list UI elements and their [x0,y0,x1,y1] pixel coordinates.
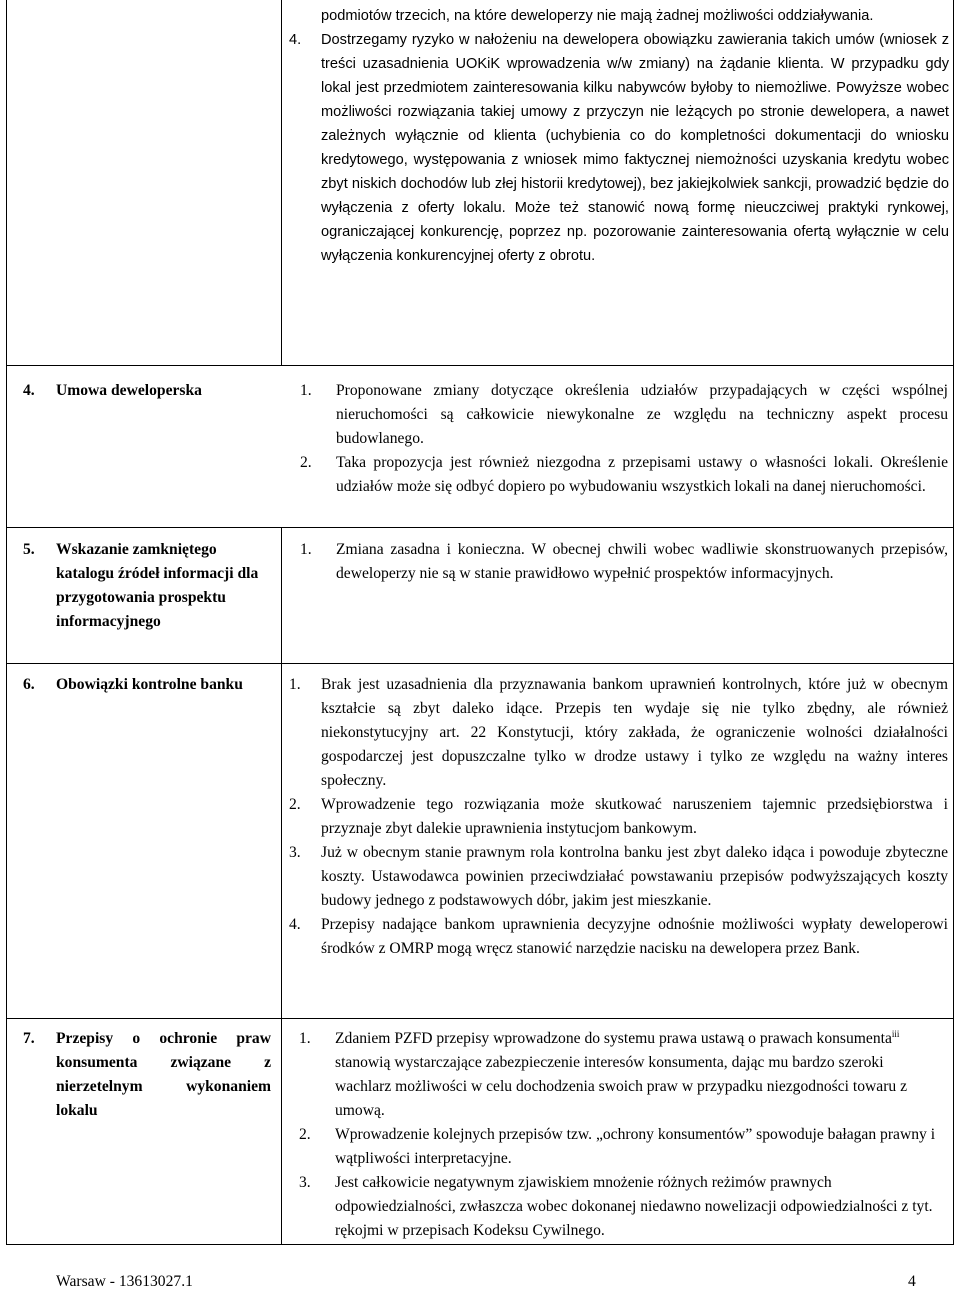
list-item [300,451,948,499]
continuation-line: podmiotów trzecich, na które deweloperzy nie mają żadnej możliwości oddziaływania. [321,8,874,24]
column-divider-upper [281,0,282,365]
list-item-text: Proponowane zmiany dotyczące określenia udziałów przypadających w części wspólnej nieruchomości są całkowicie niewykonalne ze względu na techniczny aspekt procesu budowlanego. [336,382,948,447]
continuation-block [289,4,949,268]
list-item [299,1123,940,1171]
list-item-text: Zmiana zasadna i konieczna. W obecnej chwili wobec wadliwie skonstruowanych przepisów, deweloperzy nie są w stanie prawidłowo wypełnić prospektów informacyjnych. [336,541,948,582]
list-item [289,673,948,793]
column-divider-lower [281,527,282,1245]
row-number: 4. [23,382,35,399]
table-border-bottom [6,1244,954,1245]
row-divider [6,365,954,366]
row-content [299,1027,940,1243]
row-content [289,673,948,961]
list-item-number: 1. [300,382,312,399]
row-title: Wskazanie zamkniętego katalogu źródeł informacji dla przygotowania prospektu informacyjnego [56,541,259,630]
row-divider [6,527,954,528]
table-border-left [6,0,7,1245]
row-content [300,538,948,586]
list-item [299,1171,940,1243]
list-item-text: Taka propozycja jest również niezgodna z przepisami ustawy o własności lokali. Określenie udziałów może się odbyć dopiero po wybudowaniu wszystkich lokali na danej nieruchomości. [336,454,948,495]
row-title: Obowiązki kontrolne banku [56,676,243,693]
list-item-number: 1. [300,541,312,558]
list-item-number: 1. [289,676,301,693]
row-title: Przepisy o ochronie praw konsumenta związane z nierzetelnym wykonaniem lokalu [56,1030,271,1119]
list-item-number: 3. [289,844,301,861]
row-number: 6. [23,676,35,693]
list-item-number: 2. [300,454,312,471]
list-item-text: Dostrzegamy ryzyko w nałożeniu na dewelopera obowiązku zawierania takich umów (wniosek z treści uzasadnienia UOKiK wprowadzenia w/w zmiany) na żądanie klienta. W przypadku gdy lokal jest przedmiotem zainteresowania kilku nabywców byłoby to niemożliwe. Powyższe wobec możliwości rozwiązania takiej umowy z przyczyn nie leżących po stronie dewelopera, a nawet zależnych wyłącznie od klienta (uchybienia co do kompletności dokumentacji do wniosku kredytowego, występowania z wniosek mimo faktycznej niemożności uzyskania kredytu wobec zbyt niskich dochodów lub złej historii kredytowej), bez jakiejkolwiek sankcji, prowadzić będzie do wyłączenia z oferty lokalu. Może też stanowić nową formę nieuczciwej praktyki rynkowej, ograniczającej konkurencję, poprzez np. pozorowanie zainteresowania ofertą wyłącznie w celu wyłączenia konkurencyjnej oferty z obrotu. [321,32,949,264]
list-item-number: 3. [299,1174,311,1191]
list-item-text: Brak jest uzasadnienia dla przyznawania bankom uprawnień kontrolnych, które już w obecnym kształcie są zbyt daleko idące. Przepis ten wydaje się nie tylko zbędny, ale również niekonstytucyjny art. 22 Konstytucji, który zakłada, że ograniczenie wolności działalności gospodarczej jest dopuszczalne tylko w drodze ustawy i tylko ze względu na ważny interes społeczny. [321,676,948,789]
list-item-text: Jest całkowicie negatywnym zjawiskiem mnożenie różnych reżimów prawnych odpowiedzialności, zwłaszcza wobec dokonanej niedawno nowelizacji odpowiedzialności z tyt. rękojmi w przepisach Kodeksu Cywilnego. [335,1174,933,1239]
footnote-ref[interactable]: iii [891,1028,900,1039]
list-item [300,538,948,586]
list-item-number: 4. [289,916,301,933]
footer-page-number: 4 [908,1273,916,1290]
list-item-text: Wprowadzenie kolejnych przepisów tzw. „ochrony konsumentów” spowoduje bałagan prawny i wątpliwości interpretacyjne. [335,1126,936,1167]
list-item [289,913,948,961]
list-item-number: 1. [299,1030,311,1047]
list-item [299,1027,940,1123]
list-item [289,841,948,913]
list-item-number: 2. [299,1126,311,1143]
list-item-number: 4. [289,32,302,48]
row-divider [6,663,954,664]
row-title: Umowa deweloperska [56,382,202,399]
row-number: 7. [23,1030,35,1047]
row-divider [6,1018,954,1019]
table-border-right [953,0,954,1245]
list-item-number: 2. [289,796,301,813]
list-item [300,379,948,451]
list-item-text: Już w obecnym stanie prawnym rola kontrolna banku jest zbyt daleko idąca i powoduje zbyteczne koszty. Ustawodawca powinien przeciwdziałać powstawaniu przepisów podwyższających koszty budowy jednego z podstawowych dóbr, jakim jest mieszkanie. [321,844,948,909]
list-item-text: Przepisy nadające bankom uprawnienia decyzyjne odnośnie możliwości wypłaty deweloperowi środków z OMRP mogą wręcz stanowić narzędzie nacisku na dewelopera przez Bank. [321,916,948,957]
list-item-text: stanowią wystarczające zabezpieczenie interesów konsumenta, dając mu bardzo szeroki wachlarz możliwości w celu dochodzenia swoich praw w przypadku niezgodności towaru z umową. [335,1054,908,1119]
row-number: 5. [23,541,35,558]
list-item-text: Zdaniem PZFD przepisy wprowadzone do systemu prawa ustawą o prawach konsumenta [335,1030,892,1047]
list-item [289,793,948,841]
list-item-text: Wprowadzenie tego rozwiązania może skutkować naruszeniem tajemnic przedsiębiorstwa i przyznaje zbyt dalekie uprawnienia instytucjom bankowym. [321,796,948,837]
list-item [289,28,949,268]
footer-doc-id: Warsaw - 13613027.1 [56,1273,193,1290]
row-content [300,379,948,499]
